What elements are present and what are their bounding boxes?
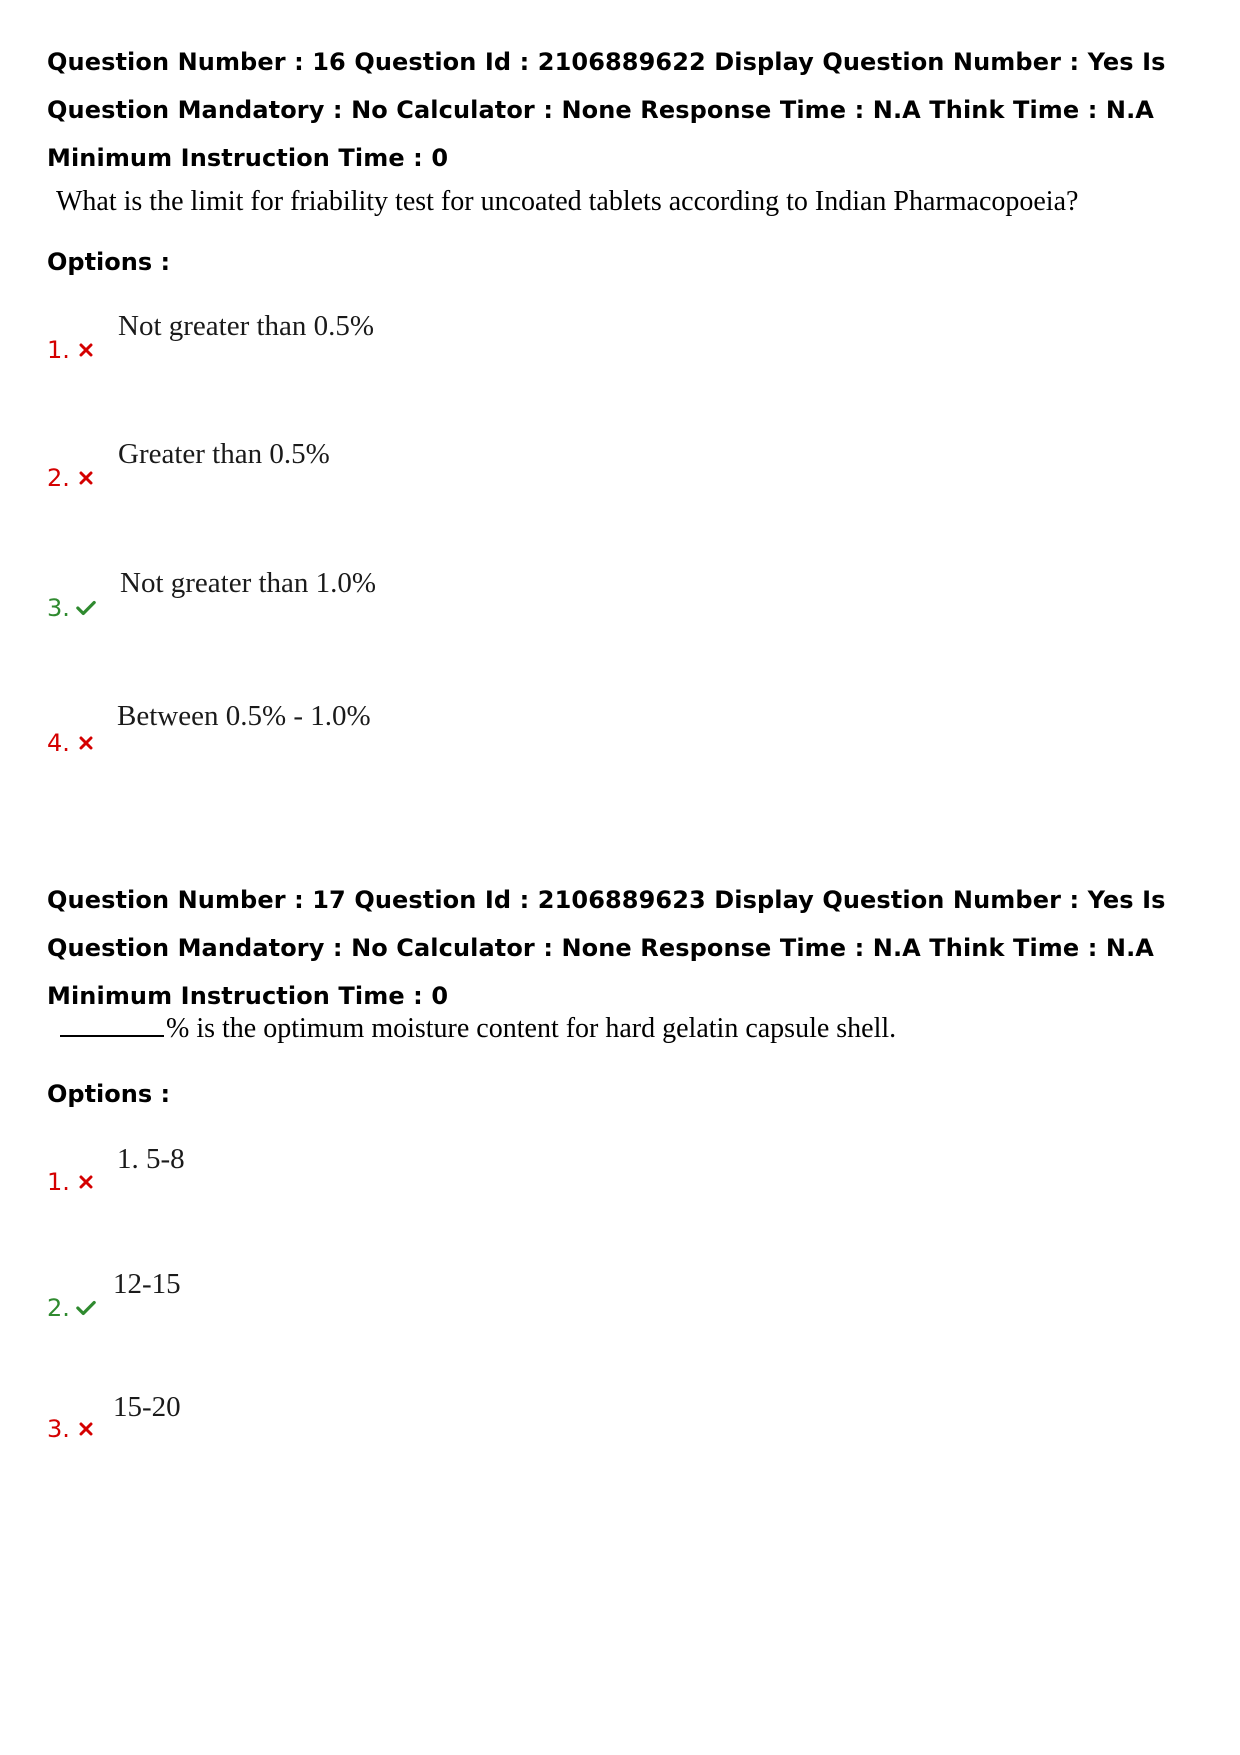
question-meta: Question Number : 17 Question Id : 2106889623 Display Question Number : Yes Is Question Mandatory : No Calculator : None Response Time : N.A Think Time : N.A Minimum Instruction Time : 0 bbox=[47, 886, 1166, 1010]
option-number bbox=[47, 464, 96, 492]
question-text bbox=[60, 1013, 1210, 1045]
option-index: 1. bbox=[47, 336, 70, 364]
question-text-body: % is the optimum moisture content for hard gelatin capsule shell. bbox=[166, 1013, 897, 1044]
options-label: Options : bbox=[47, 1080, 171, 1108]
cross-icon bbox=[76, 1419, 96, 1439]
cross-icon bbox=[76, 1172, 96, 1192]
option-number bbox=[47, 1168, 96, 1196]
option-index: 4. bbox=[47, 729, 70, 757]
check-icon bbox=[76, 1298, 96, 1318]
option-index: 3. bbox=[47, 594, 70, 622]
option-number bbox=[47, 336, 96, 364]
option-text: 1. 5-8 bbox=[117, 1143, 185, 1175]
cross-icon bbox=[76, 340, 96, 360]
option-text: Between 0.5% - 1.0% bbox=[117, 700, 371, 732]
option-number bbox=[47, 729, 96, 757]
check-icon bbox=[76, 598, 96, 618]
option-index: 2. bbox=[47, 464, 70, 492]
option-text: 12-15 bbox=[113, 1268, 181, 1300]
question-text: What is the limit for friability test for uncoated tablets according to Indian Pharmacopoeia? bbox=[56, 186, 1079, 217]
options-label: Options : bbox=[47, 248, 171, 276]
cross-icon bbox=[76, 468, 96, 488]
option-index: 1. bbox=[47, 1168, 70, 1196]
question-meta: Question Number : 16 Question Id : 2106889622 Display Question Number : Yes Is Question Mandatory : No Calculator : None Response Time : N.A Think Time : N.A Minimum Instruction Time : 0 bbox=[47, 48, 1166, 172]
option-text: 15-20 bbox=[113, 1391, 181, 1423]
option-index: 3. bbox=[47, 1415, 70, 1443]
option-text: Greater than 0.5% bbox=[118, 438, 330, 470]
option-text: Not greater than 0.5% bbox=[118, 310, 375, 342]
option-index: 2. bbox=[47, 1294, 70, 1322]
option-number bbox=[47, 594, 96, 622]
option-number bbox=[47, 1415, 96, 1443]
fill-in-blank bbox=[60, 1013, 164, 1037]
option-number bbox=[47, 1294, 96, 1322]
cross-icon bbox=[76, 733, 96, 753]
option-text: Not greater than 1.0% bbox=[120, 567, 377, 599]
